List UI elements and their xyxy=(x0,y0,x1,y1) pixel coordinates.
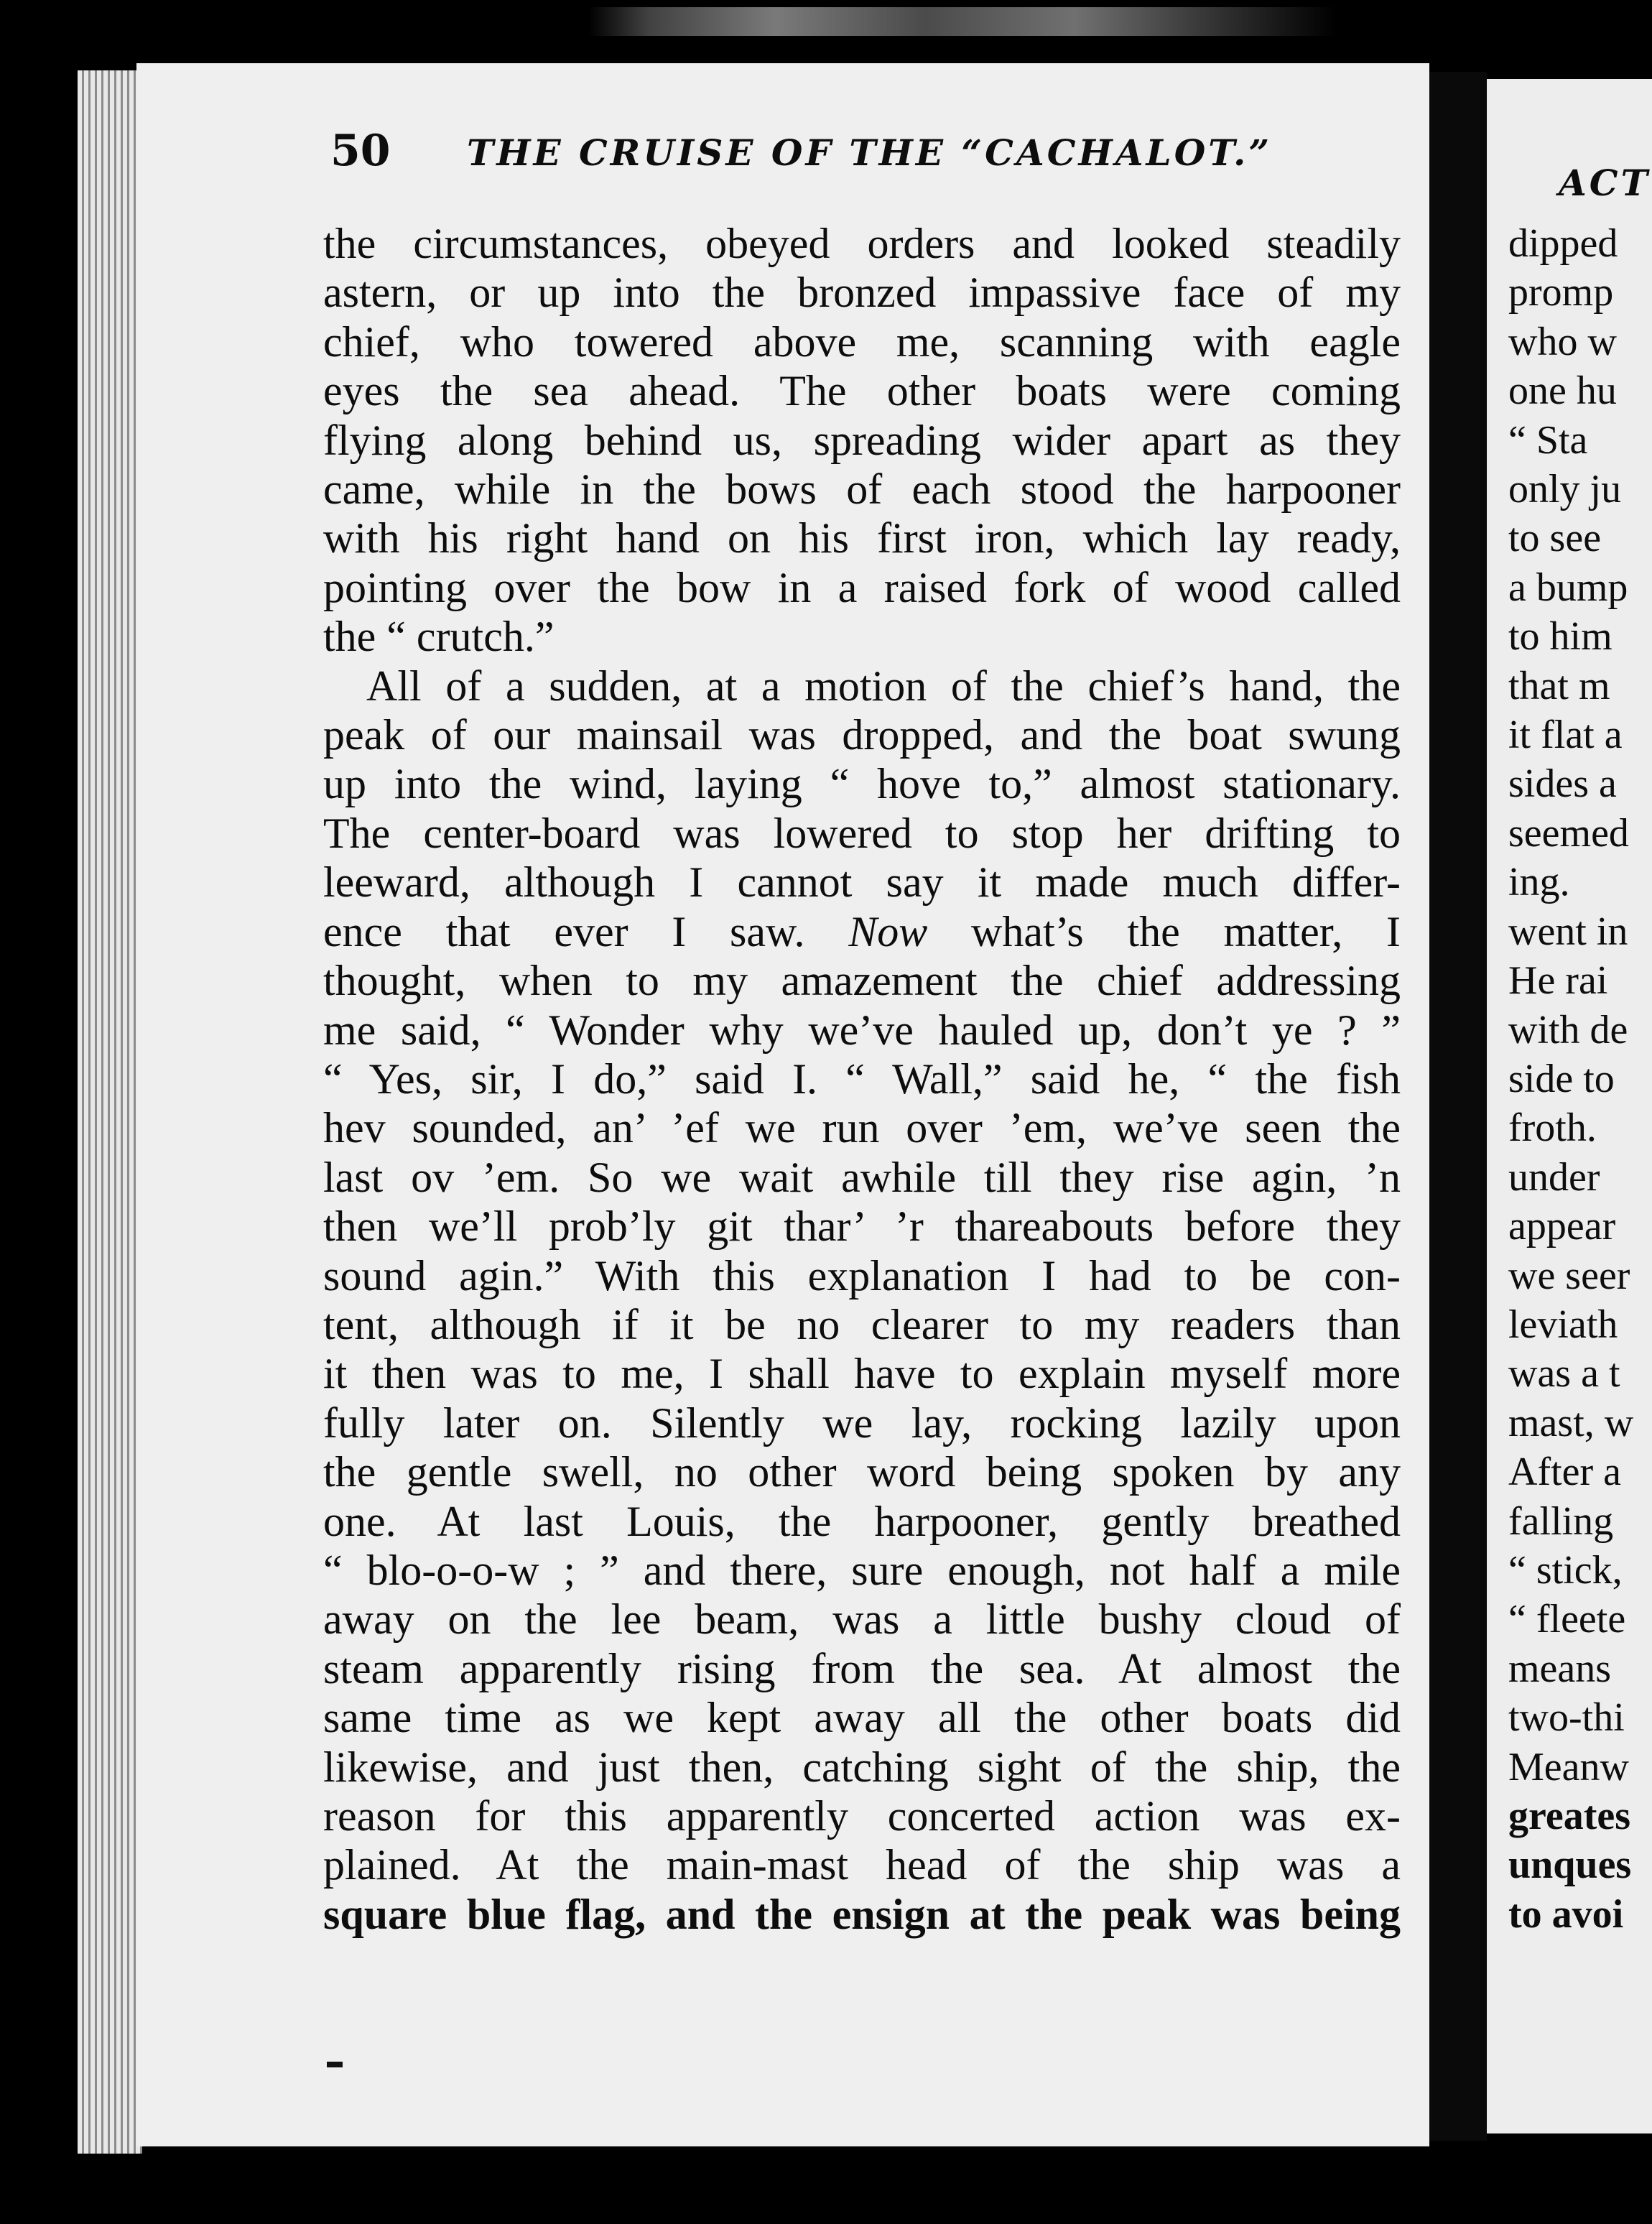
right-text-line: it flat a xyxy=(1508,713,1623,758)
text-line: then we’ll prob’ly git thar’ ’r thareabouts before they xyxy=(323,1203,1401,1251)
text-line: astern, or up into the bronzed impassive face of my xyxy=(323,269,1401,317)
right-text-line: Meanw xyxy=(1508,1744,1629,1789)
text-line: likewise, and just then, catching sight of the ship, the xyxy=(323,1743,1401,1791)
text-segment: what’s the matter, I xyxy=(971,907,1401,955)
text-line: came, while in the bows of each stood the harpooner xyxy=(323,465,1401,514)
text-line: plained. At the main-mast head of the ship was a xyxy=(323,1841,1401,1889)
right-text-line: we seer xyxy=(1508,1253,1630,1298)
text-line: with his right hand on his first iron, which lay ready, xyxy=(323,514,1401,562)
text-line: chief, who towered above me, scanning with eagle xyxy=(323,318,1401,366)
text-line: away on the lee beam, was a little bushy cloud of xyxy=(323,1595,1401,1644)
text-line: me said, “ Wonder why we’ve hauled up, don’t ye ? ” xyxy=(323,1006,1401,1054)
text-line-with-emphasis xyxy=(323,907,1401,956)
right-text-line: After a xyxy=(1508,1450,1622,1495)
text-line: tent, although if it be no clearer to my readers than xyxy=(323,1300,1401,1348)
right-text-line: one hu xyxy=(1508,369,1617,414)
text-line: reason for this apparently concerted action was ex- xyxy=(323,1792,1401,1840)
right-text-line: seemed xyxy=(1508,810,1629,856)
right-text-line: sides a xyxy=(1508,761,1617,807)
body-text xyxy=(323,219,1401,1939)
book-gutter xyxy=(1429,72,1487,2141)
text-line: it then was to me, I shall have to explain myself more xyxy=(323,1350,1401,1398)
right-text-line: under xyxy=(1508,1154,1600,1200)
text-line: “ blo-o-o-w ; ” and there, sure enough, not half a mile xyxy=(323,1546,1401,1594)
running-head xyxy=(330,126,1422,190)
text-line: steam apparently rising from the sea. At almost the xyxy=(323,1644,1401,1692)
book-title: THE CRUISE OF THE “CACHALOT.” xyxy=(467,131,1273,174)
right-text-line: greates xyxy=(1508,1794,1630,1838)
emphasis-word: Now xyxy=(848,907,928,955)
page-number: 50 xyxy=(330,126,391,176)
right-text-line: appear xyxy=(1508,1204,1616,1249)
page-edges xyxy=(78,70,142,2154)
text-line: “ Yes, sir, I do,” said I. “ Wall,” said he, “ the fish xyxy=(323,1055,1401,1103)
right-text-line: “ stick, xyxy=(1508,1547,1623,1593)
text-line: flying along behind us, spreading wider apart as they xyxy=(323,416,1401,464)
right-text-line: “ fleete xyxy=(1508,1597,1626,1642)
text-line: square blue flag, and the ensign at the peak was being xyxy=(323,1890,1401,1938)
right-text-line: to avoi xyxy=(1508,1891,1624,1937)
text-line: sound agin.” With this explanation I had to be con- xyxy=(323,1251,1401,1299)
text-line: leeward, although I cannot say it made much differ- xyxy=(323,858,1401,907)
right-text-line: who w xyxy=(1508,319,1617,364)
text-line: fully later on. Silently we lay, rocking lazily upon xyxy=(323,1399,1401,1447)
text-line: up into the wind, laying “ hove to,” almost stationary. xyxy=(323,760,1401,808)
right-text-line: with de xyxy=(1508,1007,1628,1052)
text-line: eyes the sea ahead. The other boats were coming xyxy=(323,367,1401,415)
right-text-line: “ Sta xyxy=(1508,417,1588,463)
right-text-line: two-thi xyxy=(1508,1695,1625,1741)
right-text-line: to see xyxy=(1508,516,1602,561)
text-line: pointing over the bow in a raised fork of wood called xyxy=(323,563,1401,611)
right-text-line: was a t xyxy=(1508,1351,1620,1396)
right-text-line: He rai xyxy=(1508,958,1608,1004)
right-page-text xyxy=(1508,219,1633,1939)
right-page-head: ACT xyxy=(1559,162,1651,204)
scan-top-strip xyxy=(589,7,1336,36)
right-text-line: mast, w xyxy=(1508,1400,1634,1445)
text-line: the circumstances, obeyed orders and looked steadily xyxy=(323,220,1401,267)
text-segment: ence that ever I saw. xyxy=(323,907,805,955)
right-text-line: side to xyxy=(1508,1056,1615,1101)
right-text-line: leviath xyxy=(1508,1302,1618,1347)
text-line: one. At last Louis, the harpooner, gently breathed xyxy=(323,1497,1401,1545)
text-line: last ov ’em. So we wait awhile till they rise agin, ’n xyxy=(323,1153,1401,1201)
right-text-line: means xyxy=(1508,1646,1612,1691)
text-line: hev sounded, an’ ’ef we run over ’em, we’ve seen the xyxy=(323,1104,1401,1152)
text-line: same time as we kept away all the other boats did xyxy=(323,1694,1401,1742)
text-line: All of a sudden, at a motion of the chief’s hand, the xyxy=(366,662,1401,710)
right-text-line: promp xyxy=(1508,270,1614,315)
right-text-line: unques xyxy=(1508,1843,1632,1888)
right-text-line: that m xyxy=(1508,663,1610,708)
right-text-line: went in xyxy=(1508,909,1628,954)
text-line: peak of our mainsail was dropped, and the boat swung xyxy=(323,711,1401,759)
right-text-line: dipped xyxy=(1508,221,1618,266)
right-text-line: falling xyxy=(1508,1498,1614,1544)
page-mark xyxy=(327,2062,343,2067)
right-text-line: only ju xyxy=(1508,467,1622,512)
text-line: the gentle swell, no other word being spoken by any xyxy=(323,1448,1401,1496)
text-line: thought, when to my amazement the chief addressing xyxy=(323,957,1401,1005)
text-line: The center-board was lowered to stop her drifting to xyxy=(323,809,1401,857)
right-text-line: to him xyxy=(1508,614,1612,659)
right-text-line: a bump xyxy=(1508,565,1628,610)
right-text-line: ing. xyxy=(1508,860,1570,905)
right-text-line: froth. xyxy=(1508,1106,1597,1151)
text-line: the “ crutch.” xyxy=(323,613,554,661)
